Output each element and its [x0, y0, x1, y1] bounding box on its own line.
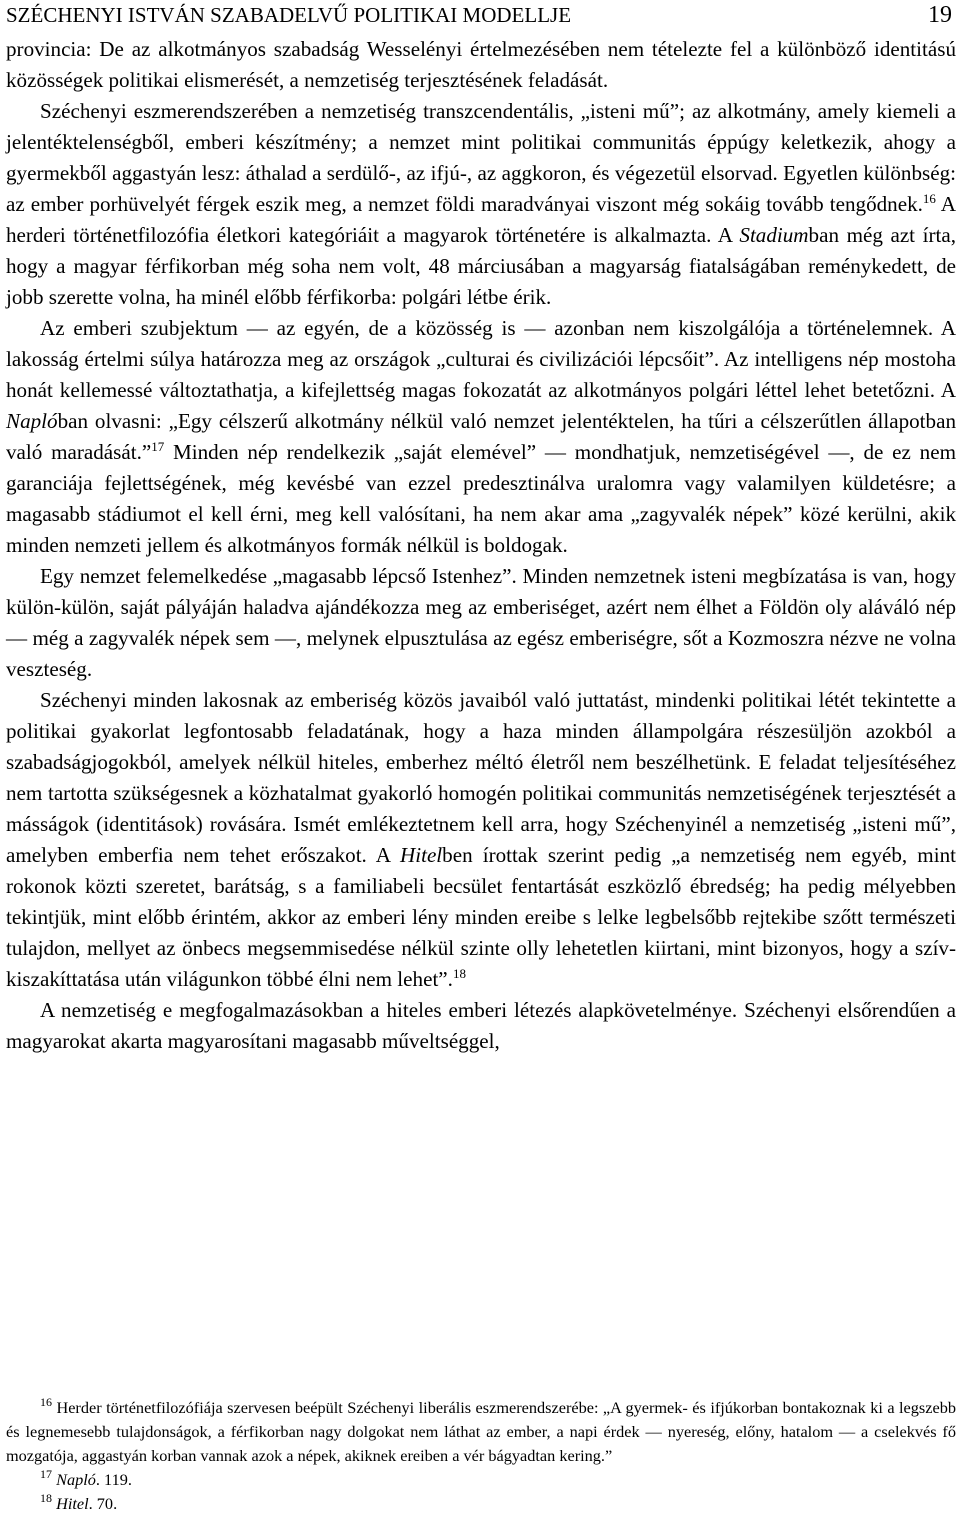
- footnote-number-16: 16: [40, 1395, 52, 1409]
- main-text: [6, 34, 956, 1057]
- work-title-hitel: Hitel: [399, 843, 443, 867]
- paragraph-2: Széchenyi eszmerendszerében a nemzetiség transzcendentális, „isteni mű”; az alkotmány, amely kiemeli a jelentéktelenségből, emberi készítmény; a nemzet mint politikai communitás éppúgy keletkezik, ahogy a gyermekből aggastyán lesz: áthalad a serdülő-, az ifjú-, az aggkoron, és végezetül elsorvad. Egyetlen különbség: az ember porhüvelyét férgek eszik meg, a nemzet földi maradványai viszont még sokáig tovább tengődnek.$^{16}$ A herderi történetfilozófia életkori kategóriáit a magyarok történetére is alkalmazta. A Stadiumban még azt írta, hogy a magyar férfikorban még soha nem volt, 48 márciusában a magyarság fiatalságában reménykedett, de jobb szerette volna, ha minél előbb férfikorba: polgári létbe érik.: [6, 99, 956, 309]
- paragraph-5: Széchenyi minden lakosnak az emberiség közös javaiból való juttatást, mindenki politikai létét tekintette a politikai gyakorlat legfontosabb feladatának, hogy a haza minden állampolgára részesüljön azokból a szabadságjogokból, amelyek nélkül hiteles, emberhez méltó életről nem beszélhetünk. E feladat teljesítéséhez nem tartotta szükségesnek a közhatalmat gyakorló homogén politikai communitás nemzetiségének terjesztését a másságok (identitások) rovására. Ismét emlékeztetnem kell arra, hogy Széchenyinél a nemzetiség „isteni mű”, amelyben emberfia nem tehet erőszakot. A Hitelben írottak szerint pedig „a nemzetiség nem egyéb, mint rokonok közti szeretet, barátság, s a familiabeli becsület fentartását eszközlő ébredség; ha pedig mélyebben tekintjük, mint előbb érintém, akkor az emberi lény minden ereibe s lelke legbelsőbb rejtekibe szőtt természeti tulajdon, mellyet az önbecs megsemmisedése nélkül szinte olly lehetetlen kiirtani, mint bizonyos, hogy a szív-kiszakíttatása után világunkon többé élni nem lehet”.$^{18}$: [6, 688, 956, 991]
- footnote-ref-18: 18: [452, 966, 466, 981]
- paragraph-4: Egy nemzet felemelkedése „magasabb lépcső Istenhez”. Minden nemzetnek isteni megbízatása is van, hogy külön-külön, saját pályáján haladva ajándékozza meg az emberiséget, azért nem élhet a Földön oly aláváló nép — még a zagyvalék népek sem —, melynek elpusztulása az egész emberiségre, sőt a Kozmoszra nézve ne volna veszteség.: [6, 564, 956, 681]
- work-title-stadium: Stadium: [739, 223, 809, 247]
- running-header: [6, 2, 952, 28]
- footnote-number-18: 18: [40, 1491, 52, 1505]
- paragraph-6: A nemzetiség e megfogalmazásokban a hiteles emberi létezés alapkövetelménye. Széchenyi elsőrendűen a magyarokat akarta magyarosítani magasabb műveltséggel,: [6, 998, 956, 1053]
- footnote-ref-17: 17: [151, 439, 165, 454]
- footnote-ref-16: 16: [922, 191, 936, 206]
- paragraph-3: Az emberi szubjektum — az egyén, de a közösség is — azonban nem kiszolgálója a történelemnek. A lakosság értelmi súlya határozza meg az országok „culturai és civilizációi lépcsőit”. Az intelligens nép mostoha honát kellemessé változtathatja, a kifejlettség magas fokozatát az alkotmányos polgári léttel lehet betetőzni. A Naplóban olvasni: „Egy célszerű alkotmány nélkül való nemzet jelentéktelen, ha tűri a célszerűtlen állapotban való maradását.”$^{17}$ Minden nép rendelkezik „saját elemével” — mondhatjuk, nemzetiségével —, de ez nem garanciája fejlettségének, még kevésbé van ezzel predesztinálva uralomra vagy valamilyen küldetésre; a magasabb stádiumot el kell érni, meg kell valósítani, ha nem akar ama „zagyvalék népek” közé kerülni, akik minden nemzeti jellem és alkotmányos formák nélkül is boldogak.: [6, 316, 956, 557]
- footnote-17: $^{17}$ Napló. 119.: [40, 1467, 132, 1489]
- paragraph-1: provincia: De az alkotmányos szabadság Wesselényi értelmezésében nem tételezte fel a különböző identitású közösségek politikai elismerését, a nemzetiség terjesztésének feladását.: [6, 37, 956, 92]
- footnote-16: $^{16}$ Herder történetfilozófiája szervesen beépült Széchenyi liberális eszmerendszerébe: „A gyermek- és ifjúkorban bontakoznak ki a legszebb és legnemesebb tulajdonságok, a férfikorban nagy dolgokat nem láthat az ember, a napi érdek — nyereség, előny, hatalom — a cselekvés fő mozgatója, aggastyán korban vannak azok a népek, akiknek ereiben a vér bágyadtan kering.”: [6, 1395, 956, 1465]
- work-title-naplo: Napló: [6, 409, 58, 433]
- footnote-18: $^{18}$ Hitel. 70.: [40, 1491, 118, 1513]
- footnote-number-17: 17: [40, 1467, 52, 1481]
- running-title: SZÉCHENYI ISTVÁN SZABADELVŰ POLITIKAI MODELLJE: [6, 3, 572, 27]
- page-number: 19: [928, 2, 952, 28]
- footnotes: [6, 1396, 956, 1516]
